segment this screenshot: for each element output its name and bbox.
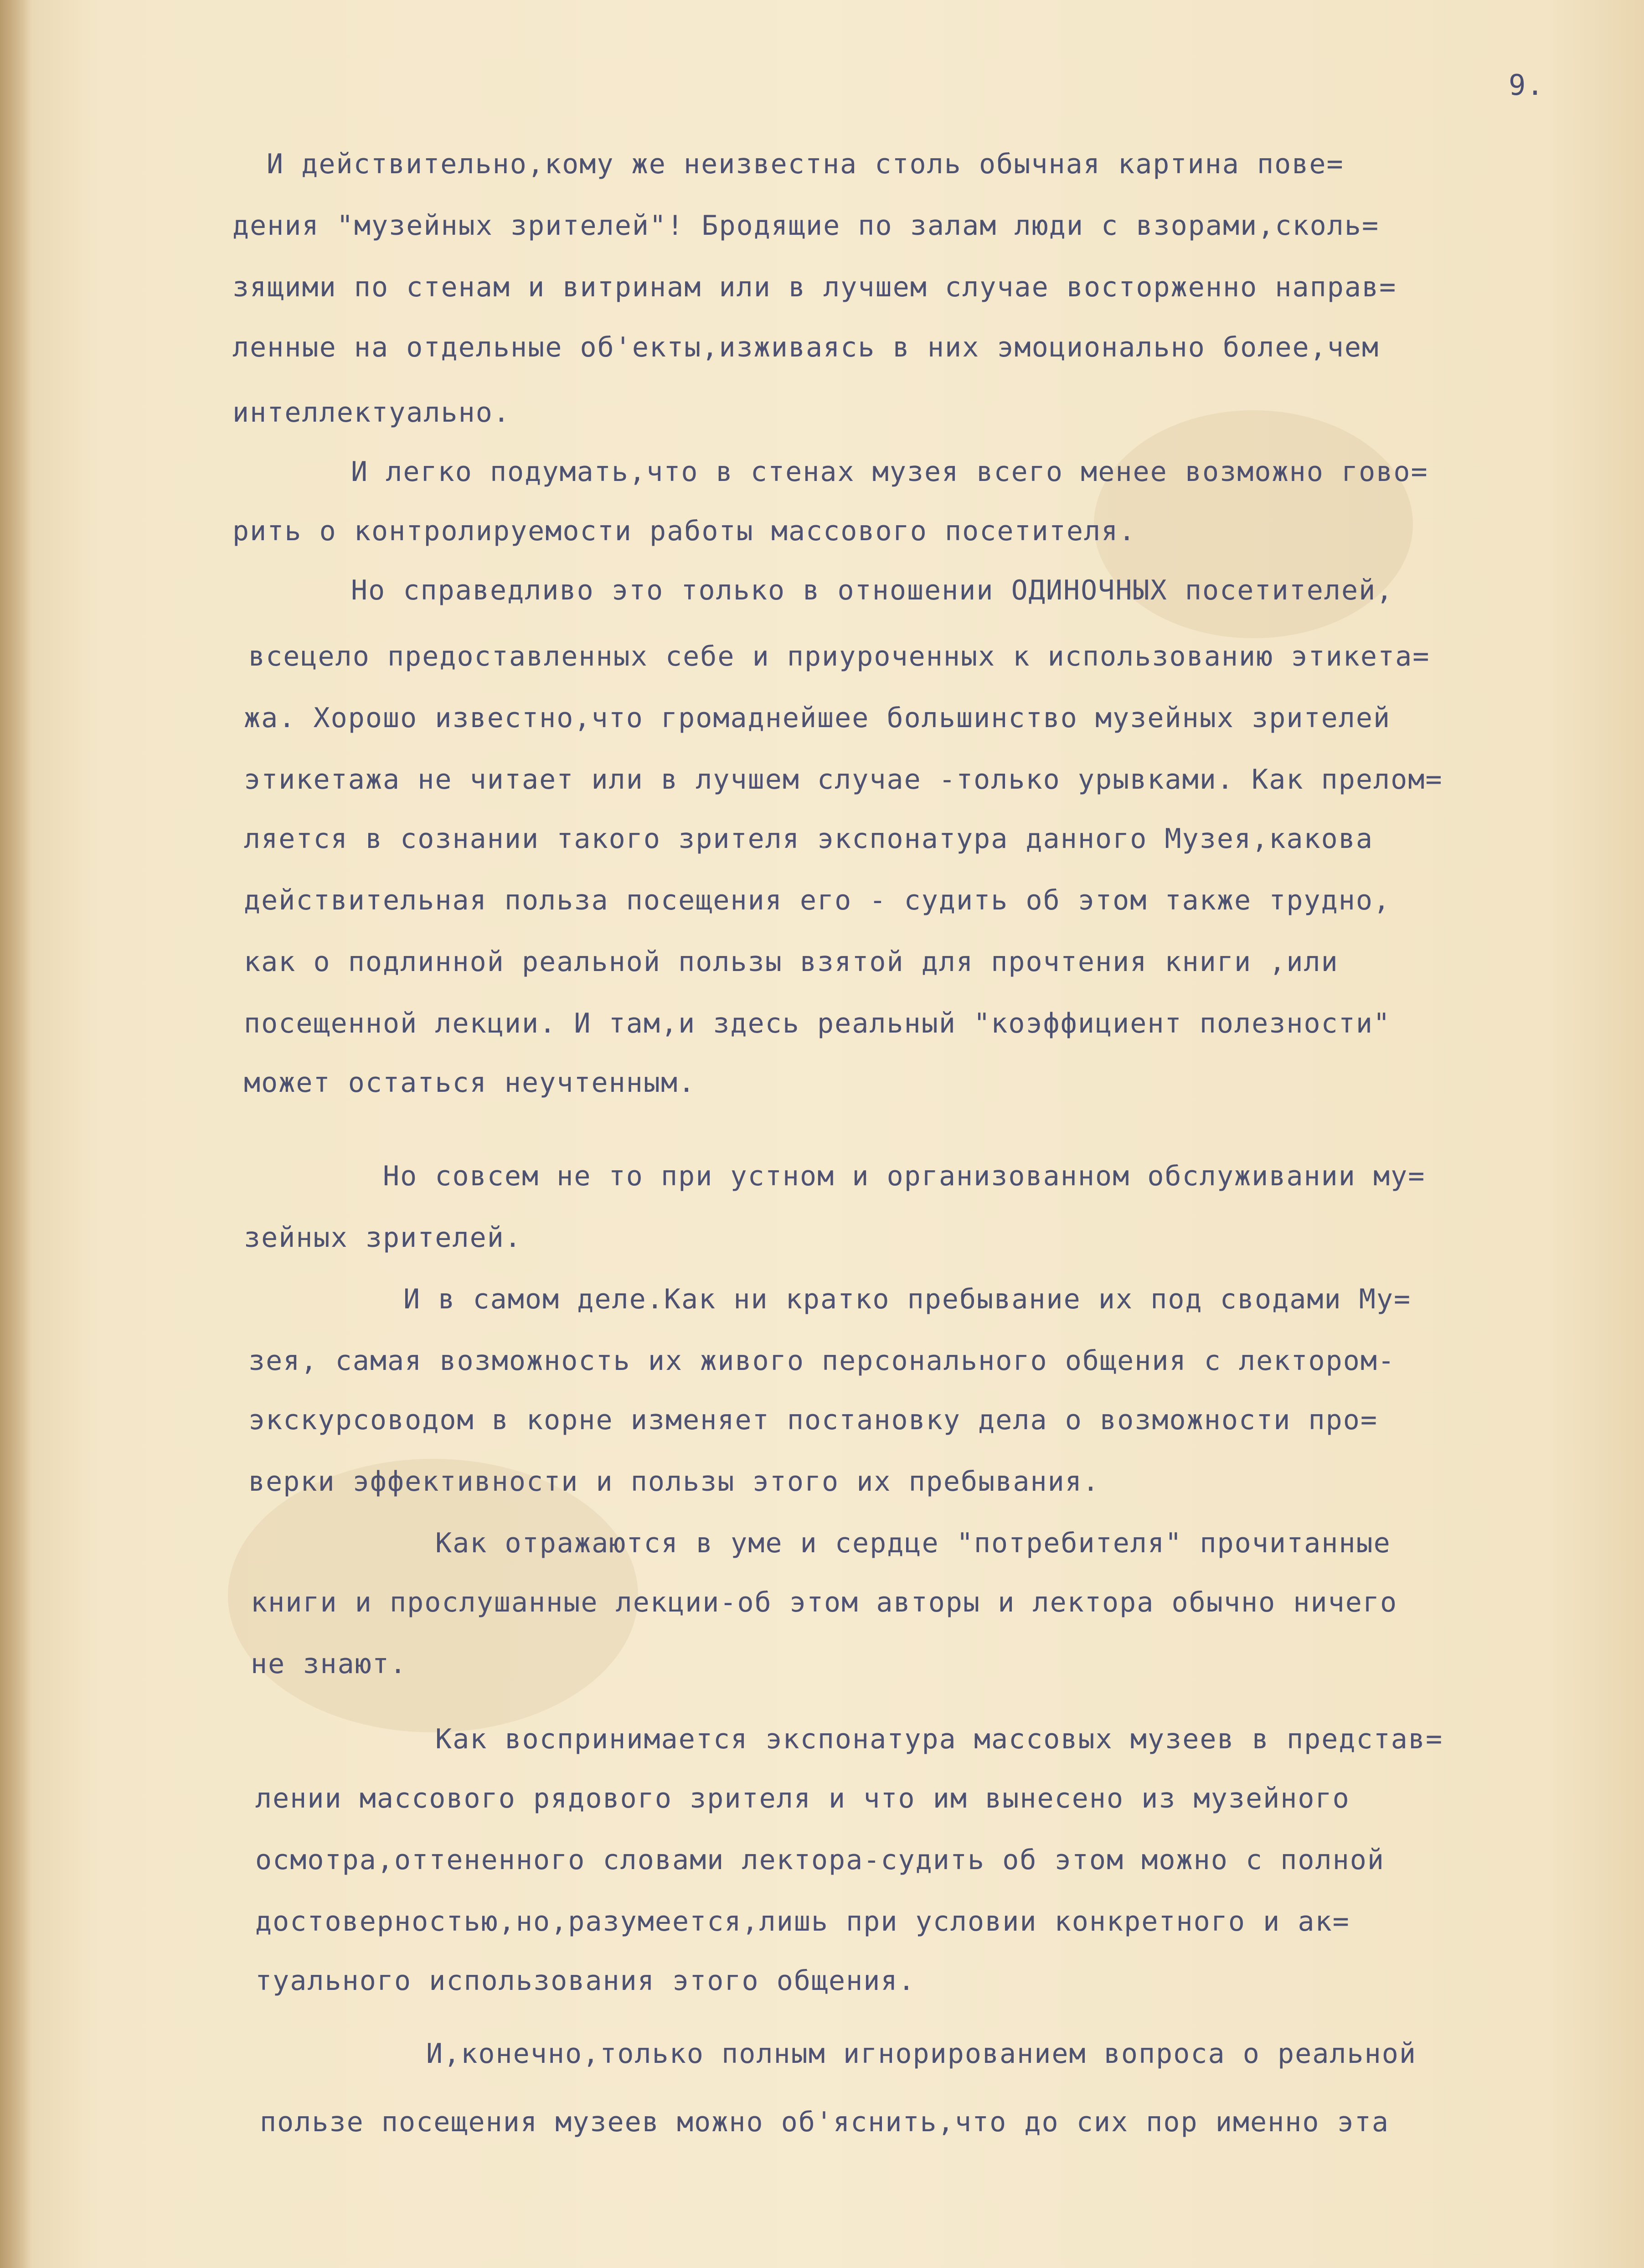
text-line: дения "музейных зрителей"! Бродящие по залам люди с взорами,сколь= — [232, 210, 1380, 242]
text-line: может остаться неучтенным. — [244, 1067, 696, 1099]
text-line: не знают. — [251, 1648, 407, 1680]
text-line: действительная польза посещения его - судить об этом также трудно, — [244, 884, 1391, 916]
text-line: зейных зрителей. — [244, 1222, 522, 1254]
text-line: И действительно,кому же неизвестна столь обычная картина пове= — [267, 148, 1344, 180]
text-line: всецело предоставленных себе и приуроченных к использованию этикета= — [248, 641, 1430, 672]
text-line: Как воспринимается экспонатура массовых музеев в представ= — [435, 1723, 1443, 1755]
text-line: экскурсоводом в корне изменяет постановку дела о возможности про= — [248, 1404, 1378, 1436]
text-line: туального использования этого общения. — [255, 1965, 916, 1997]
text-line: зящими по стенам и витринам или в лучшем случае восторженно направ= — [232, 271, 1397, 303]
text-line: верки эффективности и пользы этого их пребывания. — [248, 1466, 1100, 1498]
text-line: этикетажа не читает или в лучшем случае -только урывками. Как прелом= — [244, 764, 1443, 796]
text-line: Но справедливо это только в отношении ОДИНОЧНЫХ посетителей, — [351, 574, 1394, 606]
text-line: пользе посещения музеев можно об'яснить,что до сих пор именно эта — [260, 2106, 1389, 2138]
text-line: ленные на отдельные об'екты,изживаясь в них эмоционально более,чем — [232, 331, 1380, 363]
text-line: рить о контролируемости работы массового посетителя. — [232, 515, 1136, 547]
text-line: жа. Хорошо известно,что громаднейшее большинство музейных зрителей — [244, 702, 1391, 734]
text-line: Но совсем не то при устном и организованном обслуживании му= — [383, 1160, 1426, 1192]
text-line: книги и прослушанные лекции-об этом авторы и лектора обычно ничего — [251, 1586, 1398, 1618]
text-line: как о подлинной реальной пользы взятой для прочтения книги ,или — [244, 946, 1339, 978]
text-line: зея, самая возможность их живого персонального общения с лектором- — [248, 1345, 1396, 1377]
text-line: достоверностью,но,разумеется,лишь при условии конкретного и ак= — [255, 1906, 1350, 1937]
text-line: интеллектуально. — [232, 397, 510, 429]
text-line: И легко подумать,что в стенах музея всего менее возможно гово= — [351, 456, 1428, 488]
text-line: И в самом деле.Как ни кратко пребывание их под сводами Му= — [403, 1283, 1412, 1315]
text-line: Как отражаются в уме и сердце "потребителя" прочитанные — [435, 1527, 1391, 1559]
text-line: ляется в сознании такого зрителя экспонатура данного Музея,какова — [244, 823, 1373, 855]
text-line: И,конечно,только полным игнорированием вопроса о реальной — [426, 2038, 1417, 2070]
text-line: лении массового рядового зрителя и что им вынесено из музейного — [255, 1782, 1350, 1814]
page-number: 9. — [1509, 68, 1545, 102]
text-line: осмотра,оттененного словами лектора-судить об этом можно с полной — [255, 1844, 1385, 1876]
text-line: посещенной лекции. И там,и здесь реальный "коэффициент полезности" — [244, 1007, 1391, 1039]
